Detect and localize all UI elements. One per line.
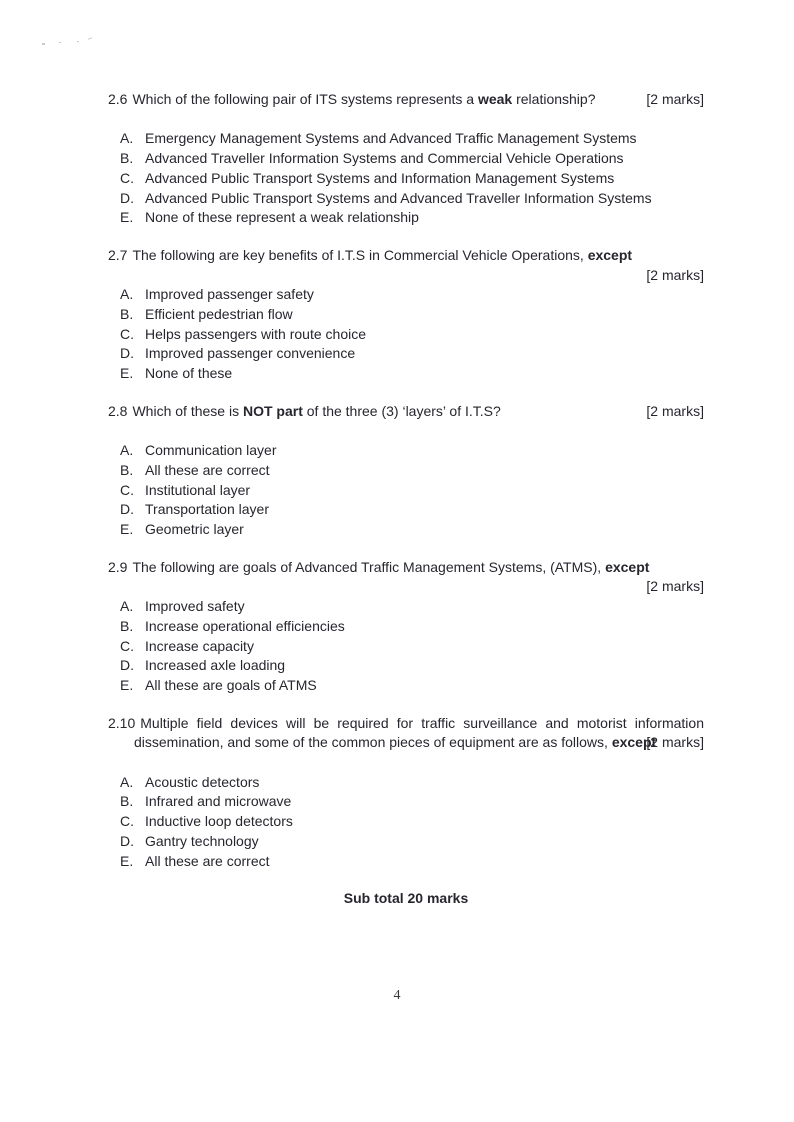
- option-text: Advanced Traveller Information Systems and Commercial Vehicle Operations: [145, 150, 624, 167]
- option-text: Advanced Public Transport Systems and Information Management Systems: [145, 169, 615, 186]
- option-letter: A.: [120, 773, 134, 790]
- question-text-pre: Multiple field devices will be required for traffic surveillance and motorist information dissemination, and some of the common pieces of equipment are as follows,: [134, 714, 704, 751]
- option-row: [120, 773, 704, 793]
- page-content: [108, 90, 704, 909]
- option-text: Increased axle loading: [145, 657, 286, 674]
- option-row: [120, 597, 704, 617]
- question-header: [108, 402, 704, 422]
- option-letter: D.: [120, 501, 134, 518]
- scan-artifact: [88, 37, 92, 40]
- marks-line: [108, 577, 704, 597]
- question-2-8: [108, 402, 704, 540]
- option-row: [120, 208, 704, 228]
- question-text-post: of the three (3) ‘layers’ of I.T.S?: [302, 402, 501, 419]
- option-row: [120, 500, 704, 520]
- option-row: [120, 832, 704, 852]
- option-letter: C.: [120, 637, 134, 654]
- option-text: All these are correct: [145, 852, 270, 869]
- question-text: [108, 558, 704, 578]
- question-header: [108, 714, 704, 753]
- option-text: Acoustic detectors: [145, 773, 260, 790]
- option-letter: B.: [120, 306, 134, 323]
- option-letter: E.: [120, 521, 134, 538]
- question-text-post: relationship?: [512, 91, 596, 107]
- option-letter: B.: [120, 793, 134, 810]
- option-text: Transportation layer: [145, 501, 269, 518]
- option-text: None of these: [145, 365, 233, 382]
- option-text: Geometric layer: [145, 521, 244, 538]
- option-letter: A.: [120, 442, 134, 459]
- question-text: [108, 90, 638, 110]
- option-letter: D.: [120, 657, 134, 674]
- question-header: [108, 90, 704, 110]
- option-letter: B.: [120, 150, 134, 167]
- option-text: All these are goals of ATMS: [145, 676, 317, 693]
- option-row: [120, 149, 704, 169]
- option-row: [120, 812, 704, 832]
- option-letter: E.: [120, 209, 134, 226]
- option-text: Efficient pedestrian flow: [145, 306, 293, 323]
- marks-line: [108, 266, 704, 286]
- option-letter: B.: [120, 617, 134, 634]
- option-row: [120, 637, 704, 657]
- subtotal-label: Sub total 20 marks: [343, 890, 469, 907]
- question-text: [108, 402, 638, 422]
- option-row: [120, 189, 704, 209]
- option-text: Gantry technology: [145, 832, 259, 849]
- question-header: [108, 558, 704, 597]
- question-text-bold: NOT part: [242, 402, 303, 419]
- option-letter: A.: [120, 598, 134, 615]
- question-number: 2.9: [108, 558, 128, 575]
- question-text-bold: except: [611, 734, 657, 751]
- option-text: Helps passengers with route choice: [145, 325, 367, 342]
- options-list: [108, 129, 704, 228]
- options-list: [108, 441, 704, 540]
- option-text: Institutional layer: [145, 481, 251, 498]
- option-text: Communication layer: [145, 442, 277, 459]
- option-letter: E.: [120, 676, 134, 693]
- options-list: [108, 285, 704, 384]
- scan-artifact: [59, 42, 61, 43]
- option-row: [120, 129, 704, 149]
- option-text: All these are correct: [145, 461, 270, 478]
- option-row: [120, 461, 704, 481]
- option-row: [120, 617, 704, 637]
- marks-label: [2 marks]: [646, 402, 704, 419]
- option-row: [120, 169, 704, 189]
- question-text-bold: except: [605, 558, 650, 575]
- options-list: [108, 773, 704, 872]
- scan-artifact: [77, 41, 79, 42]
- page-number: 4: [393, 988, 401, 1003]
- question-text-pre: The following are goals of Advanced Traffic Management Systems, (ATMS),: [132, 558, 606, 575]
- option-letter: B.: [120, 461, 134, 478]
- option-letter: D.: [120, 189, 134, 206]
- question-2-6: [108, 90, 704, 228]
- options-list: [108, 597, 704, 696]
- question-number: 2.6: [108, 91, 128, 107]
- option-row: [120, 285, 704, 305]
- option-row: [120, 656, 704, 676]
- option-letter: C.: [120, 325, 134, 342]
- option-text: Improved safety: [145, 598, 245, 615]
- option-row: [120, 305, 704, 325]
- question-text: [108, 714, 704, 753]
- question-number: 2.7: [108, 246, 128, 263]
- option-letter: A.: [120, 130, 134, 147]
- question-text-pre: Which of the following pair of ITS systems represents a: [132, 91, 478, 107]
- option-letter: C.: [120, 481, 134, 498]
- option-letter: E.: [120, 365, 134, 382]
- question-2-7: [108, 246, 704, 384]
- option-text: Increase capacity: [145, 637, 254, 654]
- question-text-pre: The following are key benefits of I.T.S in Commercial Vehicle Operations,: [132, 246, 588, 263]
- option-letter: E.: [120, 852, 134, 869]
- question-header: [108, 246, 704, 285]
- question-2-9: [108, 558, 704, 696]
- question-number: 2.8: [108, 402, 128, 419]
- option-row: [120, 344, 704, 364]
- question-text: [108, 246, 704, 266]
- marks-label: [2 marks]: [646, 578, 704, 595]
- option-text: Improved passenger convenience: [145, 345, 356, 362]
- option-letter: D.: [120, 832, 134, 849]
- option-letter: A.: [120, 286, 134, 303]
- option-row: [120, 441, 704, 461]
- option-text: Infrared and microwave: [145, 793, 292, 810]
- option-row: [120, 481, 704, 501]
- question-text-bold: except: [587, 246, 633, 263]
- option-row: [120, 792, 704, 812]
- option-text: Improved passenger safety: [145, 286, 314, 303]
- option-text: Emergency Management Systems and Advanced Traffic Management Systems: [145, 130, 637, 147]
- question-text-bold: weak: [477, 91, 513, 107]
- marks-label: [2 marks]: [646, 734, 704, 751]
- option-row: [120, 520, 704, 540]
- option-letter: D.: [120, 345, 134, 362]
- option-row: [120, 364, 704, 384]
- marks-label: [2 marks]: [646, 91, 704, 107]
- option-text: Increase operational efficiencies: [145, 617, 345, 634]
- option-row: [120, 325, 704, 345]
- question-number: 2.10: [108, 714, 136, 731]
- option-text: None of these represent a weak relationship: [145, 209, 419, 226]
- option-text: Advanced Public Transport Systems and Advanced Traveller Information Systems: [145, 189, 652, 206]
- scan-artifact: [42, 43, 45, 45]
- question-text-pre: Which of these is: [132, 402, 243, 419]
- option-row: [120, 676, 704, 696]
- option-letter: C.: [120, 169, 134, 186]
- option-row: [120, 852, 704, 872]
- marks-label: [2 marks]: [646, 266, 704, 283]
- option-text: Inductive loop detectors: [145, 813, 293, 830]
- option-letter: C.: [120, 813, 134, 830]
- question-2-10: [108, 714, 704, 872]
